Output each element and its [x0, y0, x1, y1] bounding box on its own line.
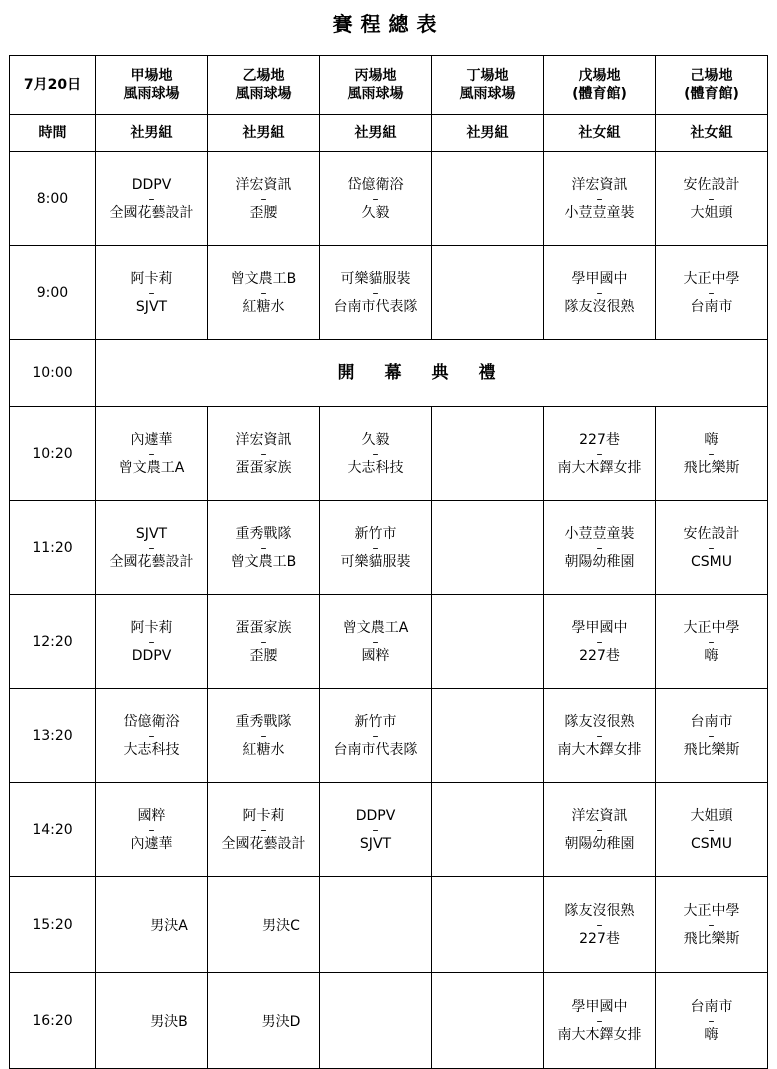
match-cell	[432, 877, 544, 973]
time-cell: 16:20	[10, 973, 96, 1069]
vs-dash: –	[596, 191, 603, 206]
team-away: 大志科技	[123, 741, 180, 758]
match-cell	[656, 246, 768, 340]
match-cell	[656, 501, 768, 595]
vs-dash: –	[596, 822, 603, 837]
match-cell	[544, 407, 656, 501]
team-away: 大志科技	[347, 459, 404, 476]
final-match-label: 男決A	[150, 917, 188, 934]
vs-dash: –	[260, 728, 267, 743]
team-away: 飛比樂斯	[683, 930, 740, 947]
team-away: 台南市代表隊	[333, 741, 418, 758]
time-slot-row	[10, 689, 768, 783]
team-home: 洋宏資訊	[571, 176, 628, 193]
time-slot-row	[10, 246, 768, 340]
vs-dash: –	[372, 540, 379, 555]
vs-dash: –	[148, 446, 155, 461]
time-cell: 15:20	[10, 877, 96, 973]
vs-dash: –	[596, 540, 603, 555]
time-slot-row	[10, 407, 768, 501]
match-cell	[208, 689, 320, 783]
match-cell	[320, 407, 432, 501]
group-label: 社女組	[544, 115, 656, 152]
team-away: SJVT	[359, 835, 392, 852]
final-match-label: 男決B	[150, 1013, 188, 1030]
team-away: 台南市代表隊	[333, 298, 418, 315]
match-cell	[432, 783, 544, 877]
group-label: 社男組	[432, 115, 544, 152]
date-cell: 7月20日	[10, 56, 96, 115]
match-cell	[656, 407, 768, 501]
team-away: 可樂貓服裝	[340, 553, 411, 570]
final-match-label: 男決D	[261, 1013, 301, 1030]
team-away: 全國花藝設計	[109, 553, 194, 570]
vs-dash: –	[148, 285, 155, 300]
team-home: 大正中學	[683, 270, 740, 287]
venue-place: 風雨球場	[459, 86, 516, 102]
match-cell	[208, 877, 320, 973]
vs-dash: –	[708, 191, 715, 206]
vs-dash: –	[260, 634, 267, 649]
vs-dash: –	[260, 191, 267, 206]
team-away: CSMU	[691, 835, 732, 852]
team-home: 國粹	[137, 807, 166, 824]
vs-dash: –	[596, 728, 603, 743]
team-home: 嗨	[704, 431, 719, 448]
team-away: 南大木鐸女排	[557, 1026, 642, 1043]
match-cell	[320, 689, 432, 783]
time-cell: 10:00	[10, 340, 96, 407]
team-away: 曾文農工A	[118, 459, 185, 476]
vs-dash: –	[708, 917, 715, 932]
team-home: 洋宏資訊	[235, 176, 292, 193]
match-cell	[320, 783, 432, 877]
vs-dash: –	[148, 540, 155, 555]
team-away: 歪腰	[249, 647, 278, 664]
vs-dash: –	[148, 728, 155, 743]
match-cell	[208, 407, 320, 501]
ceremony-row	[10, 340, 768, 407]
team-home: 學甲國中	[571, 619, 628, 636]
vs-dash: –	[260, 540, 267, 555]
match-cell	[544, 973, 656, 1069]
match-cell	[96, 877, 208, 973]
team-home: 重秀戰隊	[235, 713, 292, 730]
team-home: 安佐設計	[683, 176, 740, 193]
venue-name: 己場地	[690, 68, 733, 84]
team-home: SJVT	[135, 525, 168, 542]
venue-header	[656, 56, 768, 115]
match-cell	[544, 877, 656, 973]
match-cell	[208, 246, 320, 340]
match-cell	[656, 877, 768, 973]
team-away: 飛比樂斯	[683, 741, 740, 758]
vs-dash: –	[260, 822, 267, 837]
vs-dash: –	[708, 728, 715, 743]
vs-dash: –	[708, 285, 715, 300]
group-label: 社男組	[320, 115, 432, 152]
team-away: 全國花藝設計	[109, 204, 194, 221]
team-away: 曾文農工B	[230, 553, 297, 570]
venue-place: 風雨球場	[123, 86, 180, 102]
team-home: 大正中學	[683, 619, 740, 636]
time-cell: 9:00	[10, 246, 96, 340]
time-slot-row	[10, 595, 768, 689]
match-cell	[656, 595, 768, 689]
vs-dash: –	[708, 634, 715, 649]
match-cell	[208, 595, 320, 689]
vs-dash: –	[372, 285, 379, 300]
team-away: 南大木鐸女排	[557, 459, 642, 476]
vs-dash: –	[596, 634, 603, 649]
venue-header	[96, 56, 208, 115]
team-home: 曾文農工B	[230, 270, 297, 287]
vs-dash: –	[596, 285, 603, 300]
venue-header-row	[10, 56, 768, 115]
vs-dash: –	[596, 1013, 603, 1028]
venue-name: 乙場地	[242, 68, 285, 84]
team-away: CSMU	[691, 553, 732, 570]
match-cell	[432, 595, 544, 689]
team-away: DDPV	[131, 647, 172, 664]
team-home: 洋宏資訊	[235, 431, 292, 448]
team-home: 台南市	[690, 713, 733, 730]
vs-dash: –	[372, 191, 379, 206]
page-title: 賽程總表	[332, 12, 445, 36]
time-cell: 12:20	[10, 595, 96, 689]
match-cell	[656, 783, 768, 877]
team-home: 大姐頭	[690, 807, 733, 824]
vs-dash: –	[260, 446, 267, 461]
team-away: 國粹	[361, 647, 390, 664]
match-cell	[544, 501, 656, 595]
match-cell	[320, 246, 432, 340]
team-home: 蛋蛋家族	[235, 619, 292, 636]
vs-dash: –	[708, 822, 715, 837]
team-home: 洋宏資訊	[571, 807, 628, 824]
group-label: 社女組	[656, 115, 768, 152]
match-cell	[96, 407, 208, 501]
venue-name: 戊場地	[578, 68, 621, 84]
team-home: 岱億衛浴	[123, 713, 180, 730]
team-home: 小荳荳童裝	[564, 525, 635, 542]
team-away: 全國花藝設計	[221, 835, 306, 852]
team-home: 大正中學	[683, 902, 740, 919]
team-home: 可樂貓服裝	[340, 270, 411, 287]
match-cell	[432, 501, 544, 595]
schedule-table	[9, 55, 768, 1069]
time-slot-row	[10, 783, 768, 877]
team-away: 久毅	[361, 204, 390, 221]
team-away: 227巷	[579, 930, 620, 947]
match-cell	[320, 877, 432, 973]
match-cell	[208, 152, 320, 246]
time-slot-row	[10, 973, 768, 1069]
match-cell	[544, 152, 656, 246]
match-cell	[432, 973, 544, 1069]
team-home: DDPV	[131, 176, 172, 193]
team-away: 紅糖水	[242, 741, 285, 758]
time-cell: 10:20	[10, 407, 96, 501]
vs-dash: –	[708, 1013, 715, 1028]
team-away: 朝陽幼稚園	[564, 835, 635, 852]
match-cell	[544, 595, 656, 689]
venue-header	[544, 56, 656, 115]
vs-dash: –	[260, 285, 267, 300]
match-cell	[320, 973, 432, 1069]
match-cell	[656, 973, 768, 1069]
time-slot-row	[10, 152, 768, 246]
team-home: 曾文農工A	[342, 619, 409, 636]
venue-header	[320, 56, 432, 115]
match-cell	[96, 501, 208, 595]
vs-dash: –	[372, 634, 379, 649]
vs-dash: –	[148, 634, 155, 649]
vs-dash: –	[596, 917, 603, 932]
match-cell	[208, 973, 320, 1069]
team-home: 隊友沒很熟	[564, 713, 635, 730]
venue-header	[208, 56, 320, 115]
match-cell	[96, 783, 208, 877]
team-home: 隊友沒很熟	[564, 902, 635, 919]
team-home: 久毅	[361, 431, 390, 448]
match-cell	[96, 973, 208, 1069]
time-cell: 8:00	[10, 152, 96, 246]
team-home: 阿卡莉	[130, 270, 173, 287]
group-header-row	[10, 115, 768, 152]
time-cell: 11:20	[10, 501, 96, 595]
vs-dash: –	[596, 446, 603, 461]
team-home: 安佐設計	[683, 525, 740, 542]
match-cell	[544, 246, 656, 340]
team-home: 內遽華	[130, 431, 173, 448]
team-away: 台南市	[690, 298, 733, 315]
vs-dash: –	[148, 822, 155, 837]
match-cell	[320, 595, 432, 689]
team-home: 阿卡莉	[130, 619, 173, 636]
match-cell	[544, 689, 656, 783]
team-home: 學甲國中	[571, 270, 628, 287]
match-cell	[320, 501, 432, 595]
team-away: 嗨	[704, 647, 719, 664]
match-cell	[544, 783, 656, 877]
venue-name: 丁場地	[466, 68, 509, 84]
group-label: 社男組	[208, 115, 320, 152]
team-away: 歪腰	[249, 204, 278, 221]
team-away: 紅糖水	[242, 298, 285, 315]
match-cell	[96, 246, 208, 340]
match-cell	[432, 152, 544, 246]
vs-dash: –	[708, 446, 715, 461]
match-cell	[96, 689, 208, 783]
team-away: 朝陽幼稚園	[564, 553, 635, 570]
vs-dash: –	[372, 446, 379, 461]
venue-name: 甲場地	[130, 68, 173, 84]
team-away: 南大木鐸女排	[557, 741, 642, 758]
team-home: 新竹市	[354, 525, 397, 542]
team-home: DDPV	[355, 807, 396, 824]
team-away: 227巷	[579, 647, 620, 664]
team-away: 隊友沒很熟	[564, 298, 635, 315]
team-home: 227巷	[579, 431, 620, 448]
final-match-label: 男決C	[262, 917, 300, 934]
time-header: 時間	[10, 115, 96, 152]
venue-place: 風雨球場	[347, 86, 404, 102]
time-cell: 14:20	[10, 783, 96, 877]
match-cell	[320, 152, 432, 246]
venue-place: (體育館)	[684, 86, 739, 102]
team-away: 大姐頭	[690, 204, 733, 221]
opening-ceremony-cell	[96, 340, 768, 407]
team-home: 重秀戰隊	[235, 525, 292, 542]
vs-dash: –	[148, 191, 155, 206]
venue-header	[432, 56, 544, 115]
match-cell	[432, 689, 544, 783]
time-cell: 13:20	[10, 689, 96, 783]
group-label: 社男組	[96, 115, 208, 152]
match-cell	[432, 246, 544, 340]
team-home: 學甲國中	[571, 998, 628, 1015]
team-away: 飛比樂斯	[683, 459, 740, 476]
venue-place: (體育館)	[572, 86, 627, 102]
team-home: 新竹市	[354, 713, 397, 730]
venue-place: 風雨球場	[235, 86, 292, 102]
vs-dash: –	[708, 540, 715, 555]
match-cell	[432, 407, 544, 501]
time-slot-row	[10, 501, 768, 595]
team-away: 嗨	[704, 1026, 719, 1043]
team-home: 台南市	[690, 998, 733, 1015]
match-cell	[96, 152, 208, 246]
venue-name: 丙場地	[354, 68, 397, 84]
vs-dash: –	[372, 822, 379, 837]
time-slot-row	[10, 877, 768, 973]
team-away: SJVT	[135, 298, 168, 315]
team-home: 阿卡莉	[242, 807, 285, 824]
team-home: 岱億衛浴	[347, 176, 404, 193]
match-cell	[656, 689, 768, 783]
team-away: 蛋蛋家族	[235, 459, 292, 476]
team-away: 內遽華	[130, 835, 173, 852]
team-away: 小荳荳童裝	[564, 204, 635, 221]
vs-dash: –	[372, 728, 379, 743]
match-cell	[96, 595, 208, 689]
match-cell	[208, 501, 320, 595]
opening-ceremony-label: 開幕典禮	[337, 362, 526, 383]
match-cell	[208, 783, 320, 877]
match-cell	[656, 152, 768, 246]
